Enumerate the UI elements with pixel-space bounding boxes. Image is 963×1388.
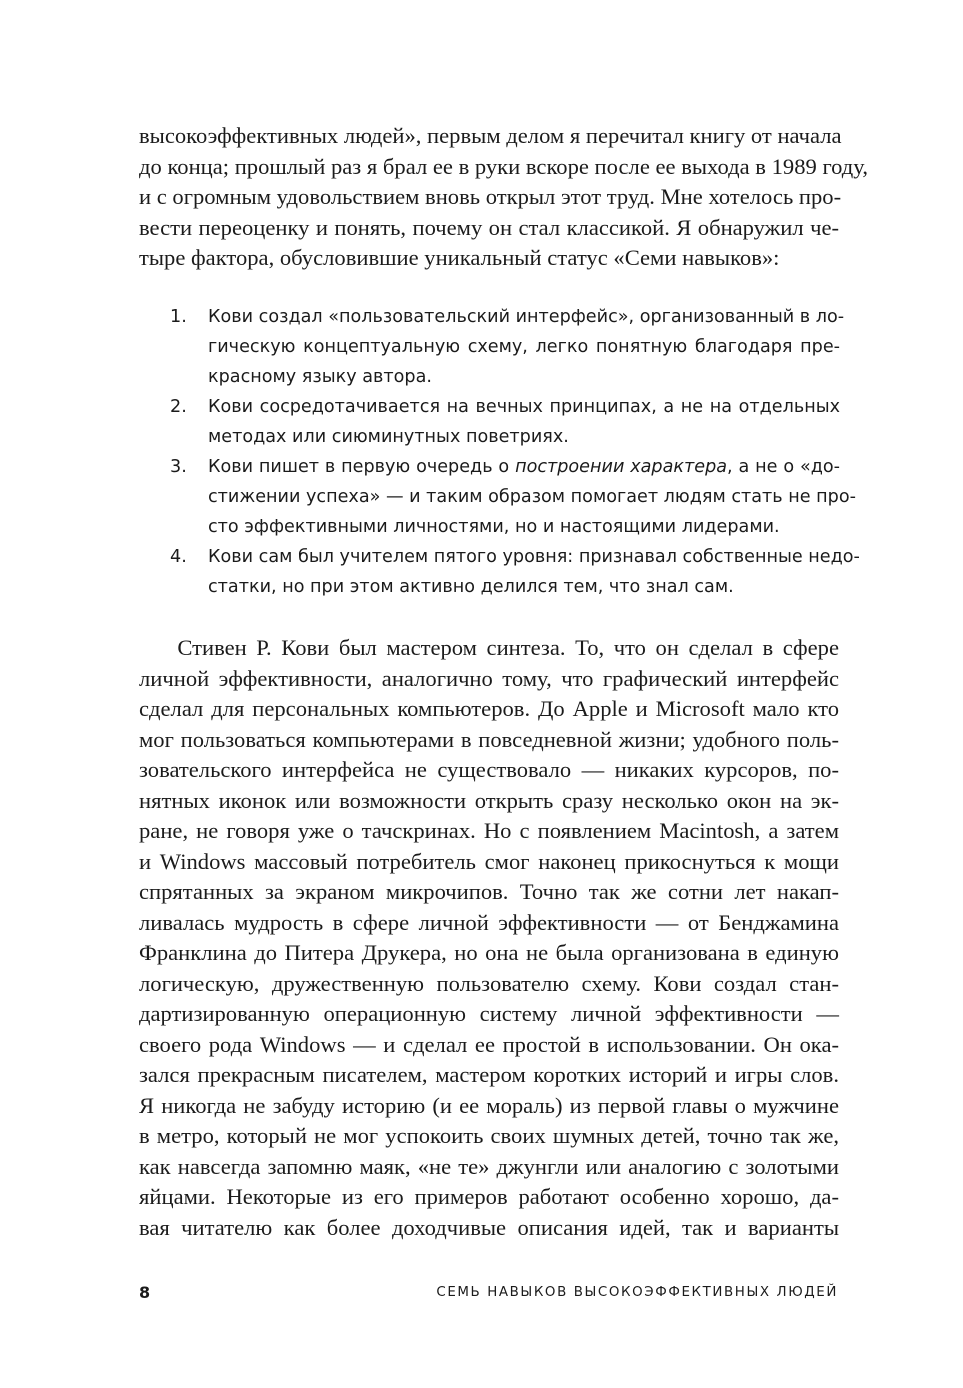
- text-line: вести переоценку и понять, почему он стал классикой. Я обнаружил че-: [139, 214, 839, 240]
- text-line: тыре фактора, обусловившие уникальный статус «Семи навыков»:: [139, 245, 780, 270]
- text-line: как навсегда запомню маяк, «не те» джунгли или аналогию с золотыми: [139, 1153, 839, 1179]
- list-number: 1.: [170, 307, 187, 327]
- list-item: [170, 302, 845, 392]
- text-line: Кови сам был учителем пятого уровня: признавал собственные недо-: [208, 547, 860, 567]
- emphasis-text: построении характера: [515, 457, 728, 477]
- text-line: и с огромным удовольствием вновь открыл этот труд. Мне хотелось про-: [139, 184, 842, 209]
- text-run: Кови пишет в первую очередь о: [208, 457, 516, 477]
- text-line: сделал для персональных компьютеров. До Apple и Microsoft мало кто: [139, 696, 839, 721]
- text-line: до конца; прошлый раз я брал ее в руки вскоре после ее выхода в 1989 году,: [139, 153, 868, 179]
- text-line: ране, не говоря уже о тачскринах. Но с появлением Macintosh, а затем: [139, 818, 839, 843]
- list-number: 4.: [170, 547, 187, 567]
- text-line: зался прекрасным писателем, мастером коротких историй и игры слов.: [139, 1062, 839, 1087]
- text-line: зовательского интерфейса не существовало — никаких курсоров, по-: [139, 757, 839, 782]
- list-item: [170, 542, 860, 602]
- paragraph-intro: [139, 121, 868, 274]
- text-line: [208, 452, 840, 482]
- list-item: [170, 392, 840, 452]
- text-line: вая читателю как более доходчивые описания идей, так и варианты: [139, 1214, 839, 1240]
- text-line: сто эффективными личностями, но и настоящими лидерами.: [208, 517, 780, 537]
- text-line: Франклина до Питера Друкера, но она не была организована в единую: [139, 940, 839, 965]
- list-number: 3.: [170, 457, 187, 477]
- page-number: 8: [139, 1283, 151, 1302]
- text-line: Я никогда не забуду историю (и ее мораль) из первой главы о мужчине: [139, 1092, 839, 1118]
- text-line: высокоэффективных людей», первым делом я перечитал книгу от начала: [139, 123, 842, 148]
- text-line: личной эффективности, аналогично тому, что графический интерфейс: [139, 665, 839, 691]
- text-line: логическую, дружественную пользователю схему. Кови создал стан-: [139, 970, 839, 996]
- text-line: ливалась мудрость в сфере личной эффективности — от Бенджамина: [139, 909, 839, 935]
- factors-list: [170, 302, 860, 602]
- text-line: мог пользоваться компьютерами в повседневной жизни; удобного поль-: [139, 726, 839, 752]
- text-line: яйцами. Некоторые из его примеров работают особенно хорошо, да-: [139, 1184, 839, 1209]
- text-line: гическую концептуальную схему, легко понятную благодаря пре-: [208, 337, 840, 357]
- text-line: своего рода Windows — и сделал ее простой в использовании. Он ока-: [139, 1031, 839, 1057]
- text-line: Стивен Р. Кови был мастером синтеза. То, что он сделал в сфере: [139, 635, 839, 660]
- text-line: статки, но при этом активно делился тем, что знал сам.: [208, 577, 734, 597]
- text-line: Кови создал «пользовательский интерфейс», организованный в ло-: [208, 307, 845, 327]
- paragraph-synthesis: [139, 633, 839, 1243]
- text-line: стижении успеха» — и таким образом помогает людям стать не про-: [208, 487, 856, 507]
- list-item: [170, 452, 856, 542]
- text-line: в метро, который не мог успокоить своих шумных детей, точно так же,: [139, 1123, 839, 1148]
- text-line: спрятанных за экраном микрочипов. Точно так же сотни лет накап-: [139, 879, 839, 904]
- text-run: , а не о «до-: [727, 457, 840, 477]
- text-line: Кови сосредотачивается на вечных принципах, а не на отдельных: [208, 397, 840, 417]
- text-line: методах или сиюминутных поветриях.: [208, 427, 569, 447]
- text-line: красному языку автора.: [208, 367, 432, 387]
- running-title: СЕМЬ НАВЫКОВ ВЫСОКОЭФФЕКТИВНЫХ ЛЮДЕЙ: [436, 1285, 838, 1300]
- text-line: и Windows массовый потребитель смог наконец прикоснуться к мощи: [139, 848, 839, 874]
- text-line: нятных иконок или возможности открыть сразу несколько окон на эк-: [139, 787, 839, 813]
- text-line: дартизированную операционную систему личной эффективности —: [139, 1001, 839, 1026]
- list-number: 2.: [170, 397, 187, 417]
